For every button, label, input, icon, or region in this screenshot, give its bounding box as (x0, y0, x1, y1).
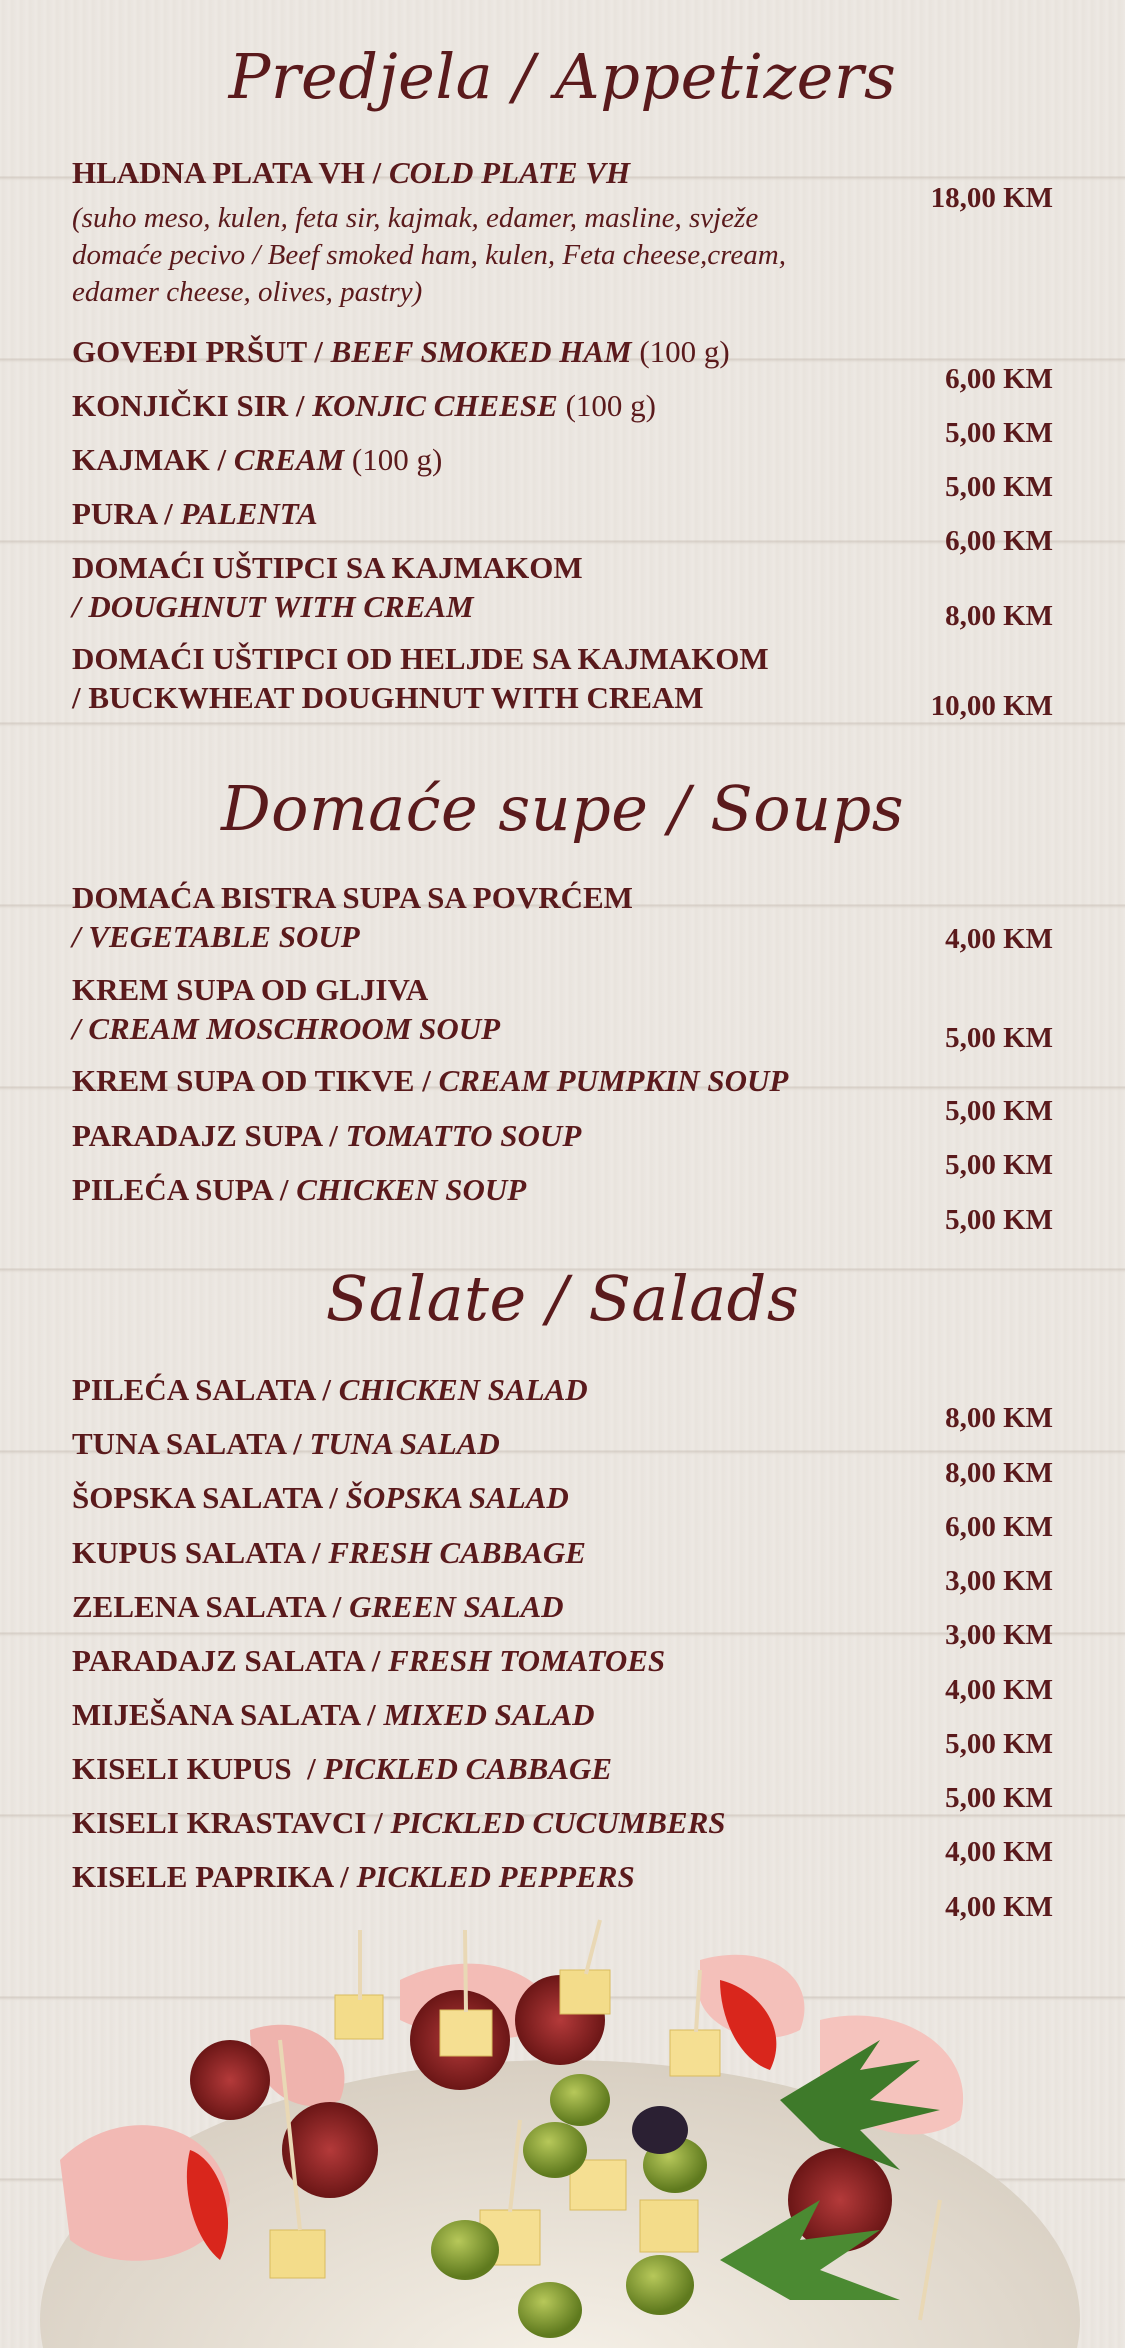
menu-item-vegetable-soup (72, 878, 922, 956)
price-doughnut-cream: 8,00 KM (945, 600, 1053, 632)
item-name-english: / BUCKWHEAT DOUGHNUT WITH CREAM (72, 680, 704, 715)
menu-item-green-salad (72, 1587, 922, 1626)
item-name-english: FRESH CABBAGE (328, 1535, 586, 1570)
menu-item-chicken-soup (72, 1170, 922, 1209)
item-name-english: / VEGETABLE SOUP (72, 919, 360, 954)
menu-item-konjic-cheese (72, 386, 922, 425)
item-name-local: DOMAĆA BISTRA SUPA SA POVRĆEM (72, 880, 633, 915)
price-tomato-soup: 5,00 KM (945, 1149, 1053, 1181)
item-name-local: PILEĆA SALATA / (72, 1372, 339, 1407)
menu-item-mixed-salad (72, 1695, 922, 1734)
price-mixed-salad: 5,00 KM (945, 1728, 1053, 1760)
menu-item-tomato-salad (72, 1641, 922, 1680)
item-quantity: (100 g) (344, 442, 443, 477)
price-pickled-cabbage: 5,00 KM (945, 1782, 1053, 1814)
item-name-english: TUNA SALAD (309, 1426, 500, 1461)
item-name-local: KAJMAK / (72, 442, 234, 477)
item-name-english: COLD PLATE VH (388, 155, 631, 190)
item-name-local: KISELE PAPRIKA / (72, 1859, 357, 1894)
price-pickled-peppers: 4,00 KM (945, 1891, 1053, 1923)
menu-item-cabbage-salad (72, 1533, 922, 1572)
item-name-english: MIXED SALAD (383, 1697, 595, 1732)
cold-plate-description: (suho meso, kulen, feta sir, kajmak, edamer, masline, svježe domaće pecivo / Beef smoked ham, kulen, Feta cheese,cream, edamer cheese, olives, pastry) (72, 202, 786, 308)
price-palenta: 6,00 KM (945, 525, 1053, 557)
item-name-local: PARADAJZ SUPA / (72, 1118, 346, 1153)
item-name-english: ŠOPSKA SALAD (345, 1480, 569, 1515)
item-name-english: CHICKEN SALAD (338, 1372, 588, 1407)
price-cold-plate: 18,00 KM (930, 182, 1053, 214)
item-name-english: FRESH TOMATOES (388, 1643, 666, 1678)
item-name-english: PICKLED CABBAGE (323, 1751, 613, 1786)
item-name-english: PICKLED PEPPERS (356, 1859, 635, 1894)
item-name-local: ZELENA SALATA / (72, 1589, 350, 1624)
item-name-english: GREEN SALAD (349, 1589, 564, 1624)
item-name-english: KONJIC CHEESE (312, 388, 558, 423)
item-quantity: (100 g) (631, 334, 730, 369)
price-green-salad: 3,00 KM (945, 1619, 1053, 1651)
menu-item-tuna-salad (72, 1424, 922, 1463)
item-name-english: CHICKEN SOUP (296, 1172, 527, 1207)
item-name-local: KUPUS SALATA / (72, 1535, 329, 1570)
price-cream: 5,00 KM (945, 471, 1053, 503)
item-name-english: PICKLED CUCUMBERS (390, 1805, 726, 1840)
item-name-english: PALENTA (180, 496, 318, 531)
menu-item-buckwheat-doughnut (72, 639, 922, 717)
item-name-local: DOMAĆI UŠTIPCI OD HELJDE SA KAJMAKOM (72, 641, 769, 676)
menu-item-pickled-peppers (72, 1857, 922, 1896)
menu-item-sopska-salad (72, 1478, 922, 1517)
appetizer-platter-photo (0, 1900, 1125, 2348)
menu-item-cold-plate (72, 153, 922, 192)
appetizers-title: Predjela / Appetizers (228, 40, 897, 113)
menu-item-doughnut-cream (72, 548, 922, 626)
menu-item-pickled-cucumbers (72, 1803, 922, 1842)
item-name-local: PURA / (72, 496, 181, 531)
item-name-english: TOMATTO SOUP (345, 1118, 582, 1153)
item-name-local: DOMAĆI UŠTIPCI SA KAJMAKOM (72, 550, 583, 585)
item-name-local: PILEĆA SUPA / (72, 1172, 297, 1207)
item-name-english: CREAM (233, 442, 345, 477)
item-name-local: ŠOPSKA SALATA / (72, 1480, 346, 1515)
price-tuna-salad: 8,00 KM (945, 1457, 1053, 1489)
item-name-local: KISELI KUPUS / (72, 1751, 324, 1786)
item-name-local: KISELI KRASTAVCI / (72, 1805, 391, 1840)
price-cabbage-salad: 3,00 KM (945, 1565, 1053, 1597)
price-konjic-cheese: 5,00 KM (945, 417, 1053, 449)
soups-title: Domaće supe / Soups (220, 772, 905, 845)
item-name-local: KONJIČKI SIR / (72, 388, 313, 423)
item-name-local: PARADAJZ SALATA / (72, 1643, 389, 1678)
price-vegetable-soup: 4,00 KM (945, 923, 1053, 955)
menu-item-mushroom-soup (72, 970, 922, 1048)
price-tomato-salad: 4,00 KM (945, 1674, 1053, 1706)
item-name-local: MIJEŠANA SALATA / (72, 1697, 384, 1732)
item-name-english: / DOUGHNUT WITH CREAM (72, 589, 474, 624)
item-name-local: HLADNA PLATA VH / (72, 155, 389, 190)
menu-item-palenta (72, 494, 922, 533)
price-mushroom-soup: 5,00 KM (945, 1022, 1053, 1054)
item-name-local: KREM SUPA OD TIKVE / (72, 1063, 439, 1098)
price-chicken-salad: 8,00 KM (945, 1402, 1053, 1434)
item-name-english: / CREAM MOSCHROOM SOUP (72, 1011, 501, 1046)
price-beef-smoked-ham: 6,00 KM (945, 363, 1053, 395)
price-pumpkin-soup: 5,00 KM (945, 1095, 1053, 1127)
salads-title: Salate / Salads (325, 1262, 800, 1335)
menu-item-pickled-cabbage (72, 1749, 922, 1788)
menu-item-tomato-soup (72, 1116, 922, 1155)
menu-item-pumpkin-soup (72, 1061, 922, 1100)
item-name-local: GOVEĐI PRŠUT / (72, 334, 331, 369)
price-buckwheat-doughnut: 10,00 KM (930, 690, 1053, 722)
price-pickled-cucumbers: 4,00 KM (945, 1836, 1053, 1868)
menu-item-chicken-salad (72, 1370, 922, 1409)
menu-item-cream (72, 440, 922, 479)
menu-item-beef-smoked-ham (72, 332, 922, 371)
price-chicken-soup: 5,00 KM (945, 1204, 1053, 1236)
item-name-local: TUNA SALATA / (72, 1426, 310, 1461)
price-sopska-salad: 6,00 KM (945, 1511, 1053, 1543)
item-name-english: BEEF SMOKED HAM (330, 334, 632, 369)
item-name-english: CREAM PUMPKIN SOUP (438, 1063, 789, 1098)
item-name-local: KREM SUPA OD GLJIVA (72, 972, 429, 1007)
item-quantity: (100 g) (557, 388, 656, 423)
